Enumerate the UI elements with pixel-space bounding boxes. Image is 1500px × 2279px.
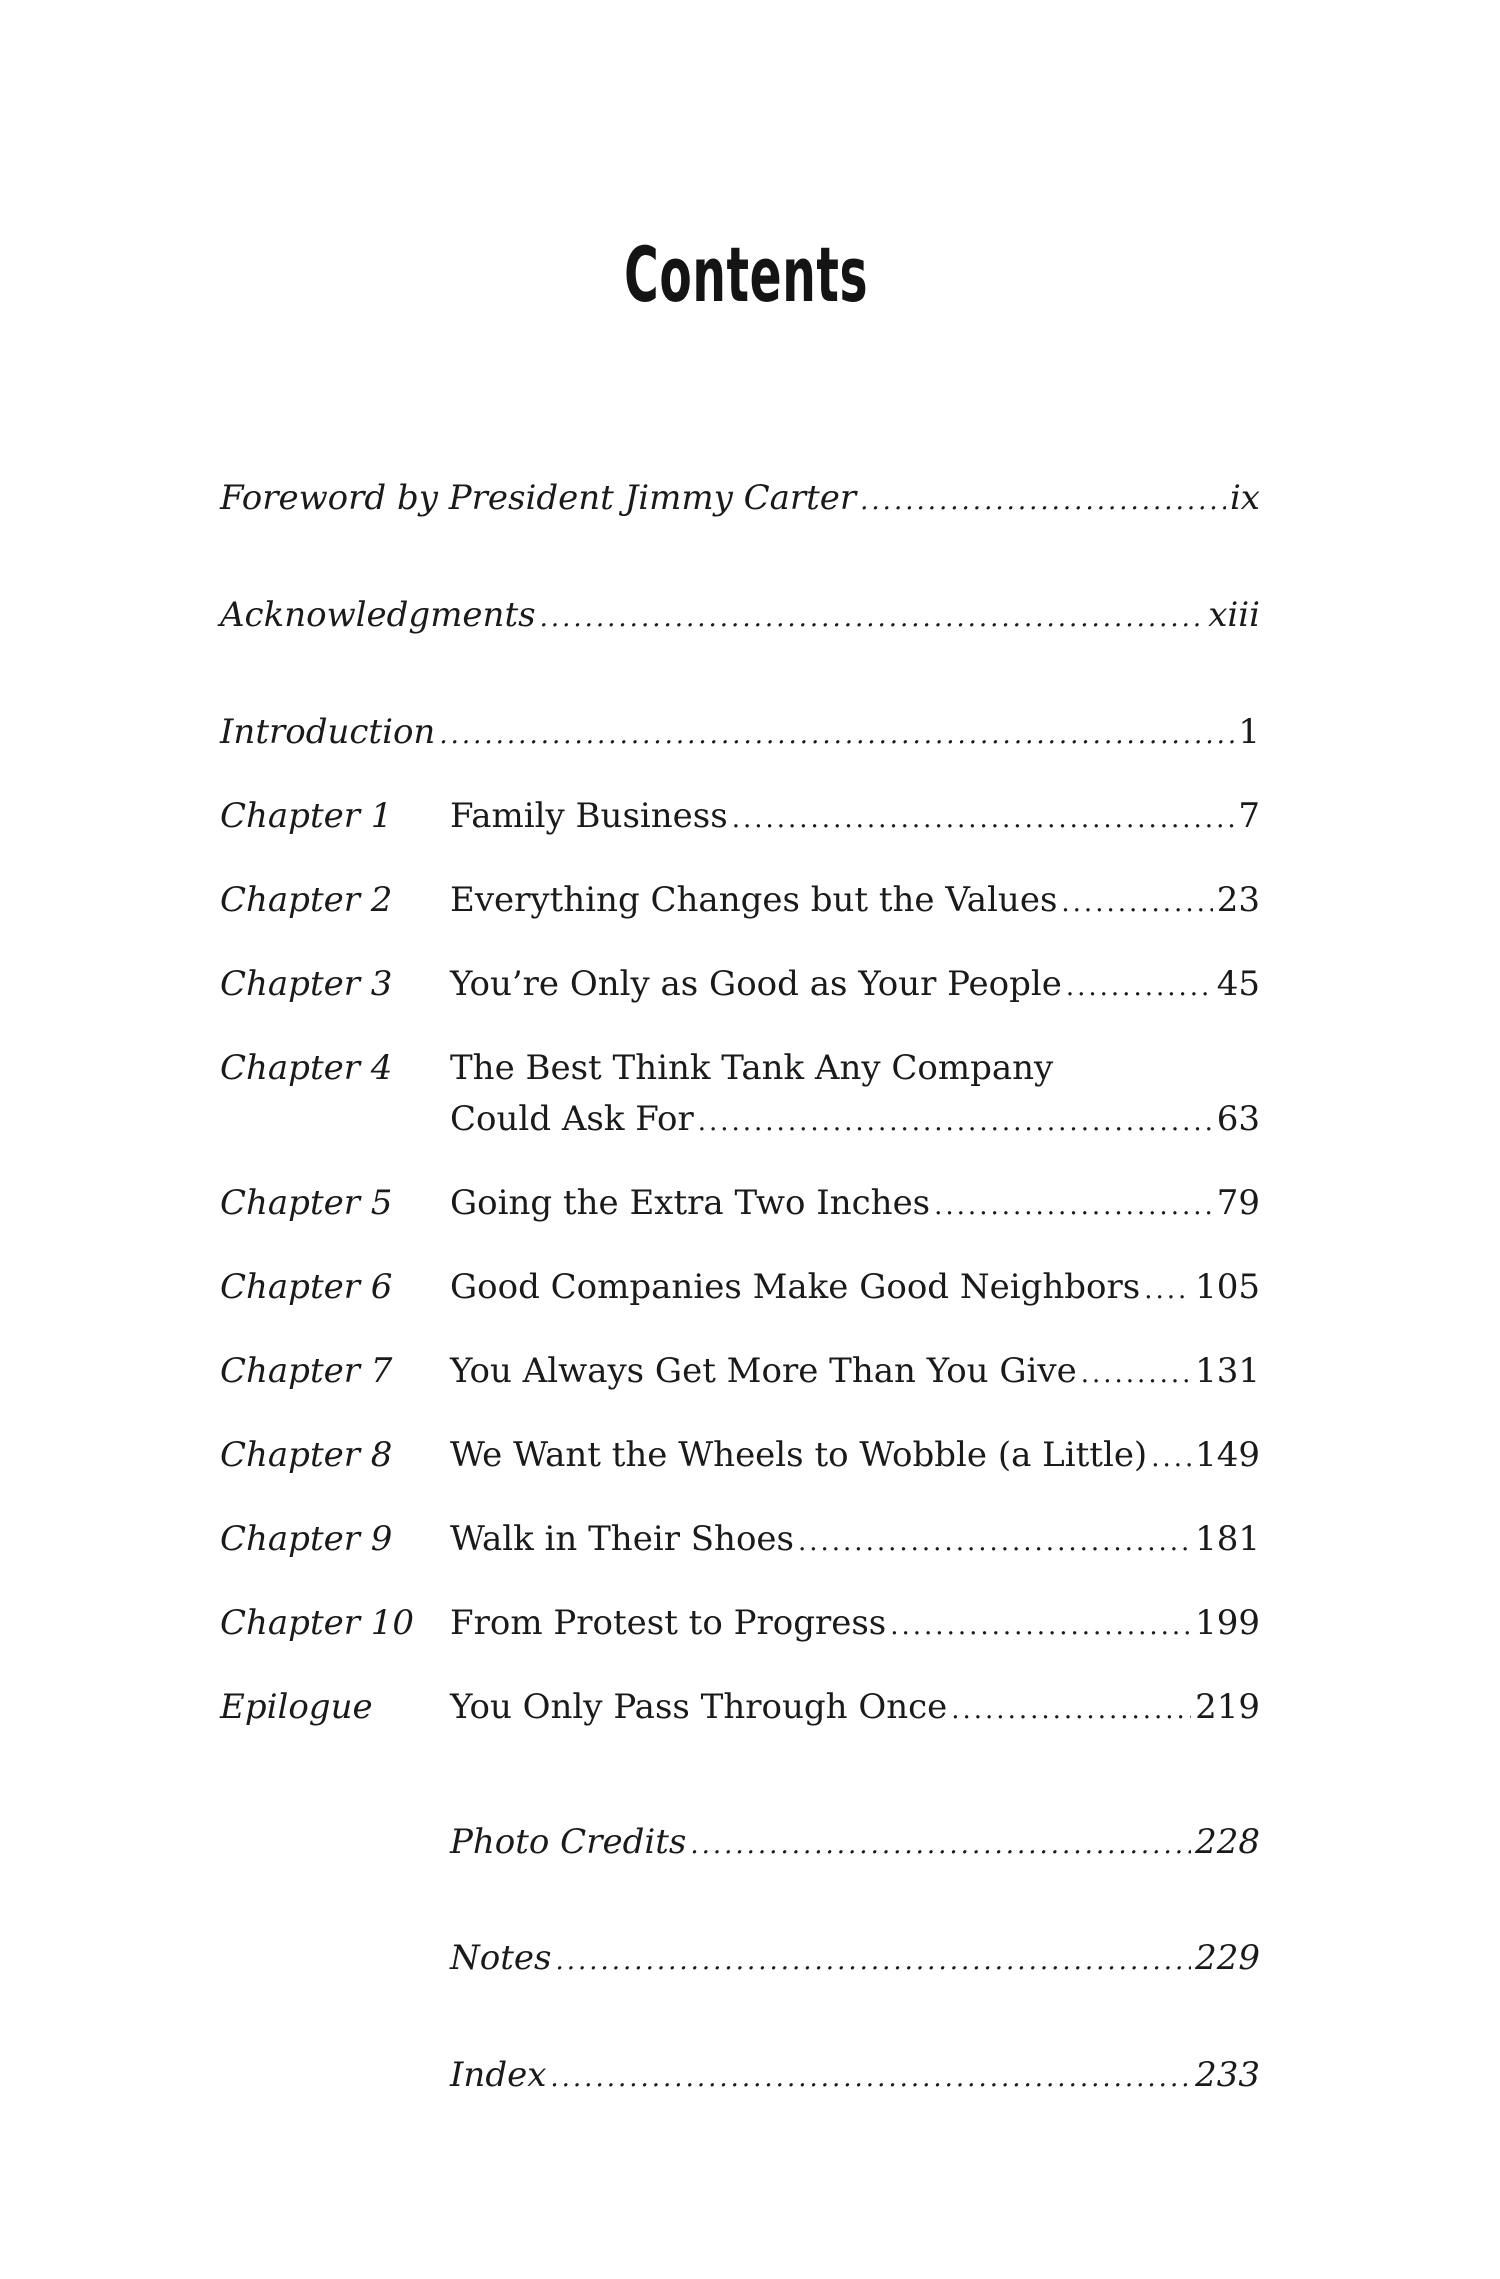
- dot-leader: [732, 799, 1235, 839]
- chapter-number: Chapter 2: [220, 880, 393, 920]
- toc-entry-acknowledgments[interactable]: [220, 595, 1260, 638]
- toc-entry-photo-credits[interactable]: [450, 1822, 1260, 1865]
- entry-page: 23: [1216, 880, 1260, 920]
- entry-label: You’re Only as Good as Your People: [450, 964, 1062, 1004]
- dot-leader: [798, 1522, 1191, 1562]
- chapter-number: Chapter 4: [220, 1048, 393, 1088]
- dot-leader: [951, 1690, 1191, 1730]
- dot-leader: [550, 2058, 1191, 2098]
- chapter-number: Chapter 6: [220, 1267, 393, 1307]
- entry-page: 228: [1195, 1822, 1260, 1862]
- dot-leader: [1081, 1354, 1191, 1394]
- entry-label: Family Business: [450, 796, 728, 836]
- entry-page: xiii: [1208, 595, 1260, 635]
- entry-label: You Always Get More Than You Give: [450, 1351, 1077, 1391]
- dot-leader: [1144, 1270, 1191, 1310]
- toc-entry-chapter-3[interactable]: [450, 964, 1260, 1007]
- entry-label: We Want the Wheels to Wobble (a Little): [450, 1435, 1148, 1475]
- entry-page: 149: [1195, 1435, 1260, 1475]
- entry-page: 63: [1216, 1099, 1260, 1139]
- entry-label: From Protest to Progress: [450, 1603, 887, 1643]
- chapter-number: Chapter 7: [220, 1351, 393, 1391]
- dot-leader: [1061, 883, 1212, 923]
- entry-page: 219: [1195, 1687, 1260, 1727]
- dot-leader: [540, 598, 1205, 638]
- entry-page: 181: [1195, 1519, 1260, 1559]
- toc-entry-notes[interactable]: [450, 1938, 1260, 1981]
- entry-page: 7: [1238, 796, 1260, 836]
- chapter-number: Chapter 3: [220, 964, 393, 1004]
- toc-entry-chapter-6[interactable]: [450, 1267, 1260, 1310]
- entry-label: Everything Changes but the Values: [450, 880, 1058, 920]
- toc-entry-chapter-4[interactable]: [450, 1099, 1260, 1142]
- toc-entry-chapter-9[interactable]: [450, 1519, 1260, 1562]
- dot-leader: [934, 1186, 1213, 1226]
- dot-leader: [555, 1941, 1191, 1981]
- toc-entry-chapter-7[interactable]: [450, 1351, 1260, 1394]
- toc-entry-chapter-1[interactable]: [450, 796, 1260, 839]
- entry-label: Foreword by President Jimmy Carter: [220, 478, 857, 518]
- chapter-number: Epilogue: [220, 1687, 373, 1727]
- entry-label-line1: The Best Think Tank Any Company: [450, 1048, 1054, 1088]
- entry-label: Could Ask For: [450, 1099, 694, 1139]
- toc-entry-chapter-5[interactable]: [450, 1183, 1260, 1226]
- entry-label: Index: [450, 2055, 547, 2095]
- entry-page: ix: [1229, 478, 1260, 518]
- entry-page: 1: [1238, 712, 1260, 752]
- entry-label: Good Companies Make Good Neighbors: [450, 1267, 1141, 1307]
- chapter-number: Chapter 9: [220, 1519, 393, 1559]
- dot-leader: [439, 715, 1234, 755]
- entry-page: 45: [1216, 964, 1260, 1004]
- entry-label: Acknowledgments: [220, 595, 536, 635]
- toc-entry-chapter-10[interactable]: [450, 1603, 1260, 1646]
- toc-entry-chapter-2[interactable]: [450, 880, 1260, 923]
- entry-page: 131: [1195, 1351, 1260, 1391]
- entry-page: 199: [1195, 1603, 1260, 1643]
- entry-page: 79: [1216, 1183, 1260, 1223]
- entry-label: Going the Extra Two Inches: [450, 1183, 931, 1223]
- toc-entry-epilogue[interactable]: [450, 1687, 1260, 1730]
- dot-leader: [890, 1606, 1191, 1646]
- entry-label: Introduction: [220, 712, 436, 752]
- toc-entry-foreword[interactable]: [220, 478, 1260, 521]
- page-title: Contents: [624, 230, 869, 319]
- entry-page: 233: [1195, 2055, 1260, 2095]
- dot-leader: [1066, 967, 1213, 1007]
- entry-label: Walk in Their Shoes: [450, 1519, 794, 1559]
- dot-leader: [698, 1102, 1213, 1142]
- entry-label: You Only Pass Through Once: [450, 1687, 948, 1727]
- chapter-number: Chapter 5: [220, 1183, 393, 1223]
- toc-entry-index[interactable]: [450, 2055, 1260, 2098]
- entry-page: 229: [1195, 1938, 1260, 1978]
- dot-leader: [860, 481, 1226, 521]
- dot-leader: [690, 1825, 1191, 1865]
- chapter-number: Chapter 10: [220, 1603, 415, 1643]
- toc-entry-introduction[interactable]: [220, 712, 1260, 755]
- entry-label: Photo Credits: [450, 1822, 687, 1862]
- entry-label: Notes: [450, 1938, 552, 1978]
- chapter-number: Chapter 8: [220, 1435, 393, 1475]
- toc-entry-chapter-8[interactable]: [450, 1435, 1260, 1478]
- entry-page: 105: [1195, 1267, 1260, 1307]
- dot-leader: [1151, 1438, 1191, 1478]
- chapter-number: Chapter 1: [220, 796, 393, 836]
